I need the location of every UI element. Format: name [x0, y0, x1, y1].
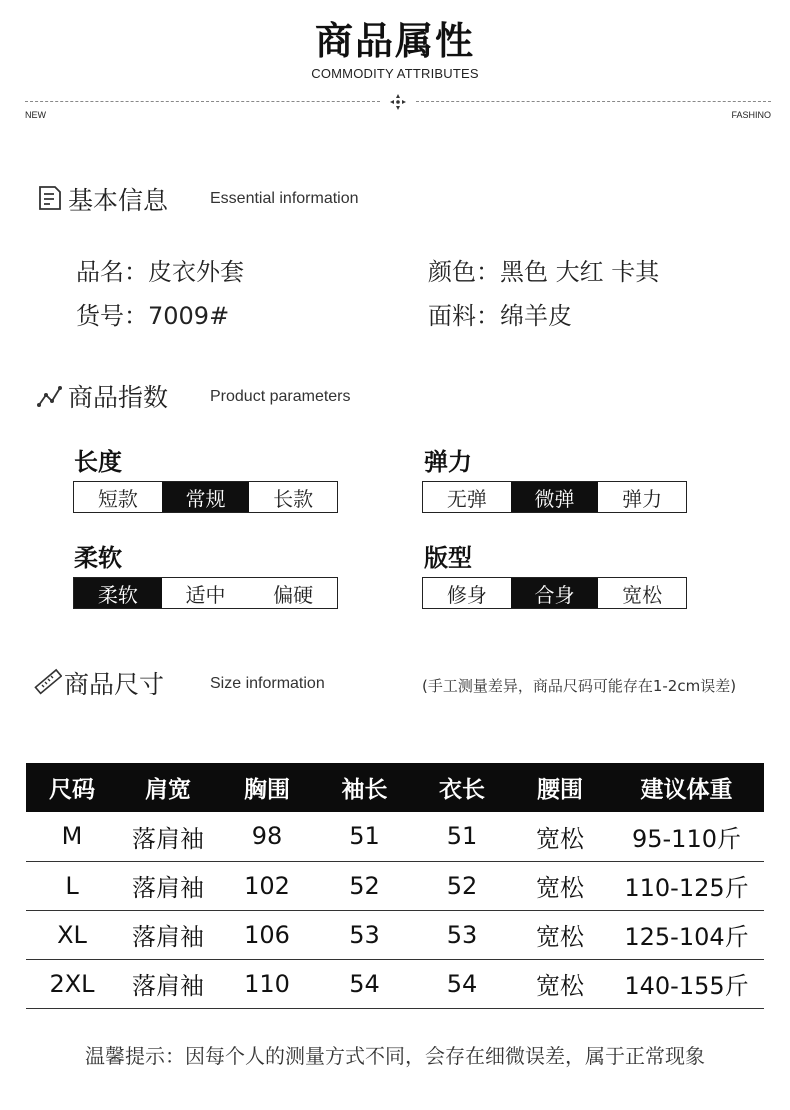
section-subtitle-basic: Essential information [210, 190, 359, 207]
section-title-basic: 基本信息 [68, 186, 169, 215]
header-length: 衣长 [413, 763, 511, 812]
table-row [26, 959, 764, 1008]
divider-left [25, 101, 380, 102]
ornament-icon [388, 92, 408, 112]
option-soft: 柔软 [74, 578, 162, 608]
cell-weight: 110-125斤 [609, 861, 764, 910]
cell-weight: 125-104斤 [609, 910, 764, 959]
scale-fit [422, 577, 687, 609]
cell-waist: 宽松 [511, 959, 609, 1008]
param-label-fit: 版型 [424, 544, 472, 572]
cell-shoulder: 落肩袖 [118, 910, 218, 959]
option-slim: 修身 [446, 582, 487, 607]
option-fitted: 合身 [511, 578, 599, 608]
param-label-softness: 柔软 [74, 544, 122, 572]
cell-chest: 110 [218, 959, 316, 1008]
line-graph-icon [36, 383, 64, 411]
cell-shoulder: 落肩袖 [118, 959, 218, 1008]
cell-size: 2XL [26, 959, 118, 1008]
cell-length: 52 [413, 861, 511, 910]
cell-chest: 106 [218, 910, 316, 959]
cell-chest: 102 [218, 861, 316, 910]
field-fabric: 面料：绵羊皮 [428, 302, 572, 330]
option-slight-stretch: 微弹 [511, 482, 599, 512]
header-chest: 胸围 [218, 763, 316, 812]
option-regular: 常规 [162, 482, 250, 512]
field-item-number: 货号：7009# [76, 302, 230, 330]
footer-note: 温馨提示：因每个人的测量方式不同，会存在细微误差，属于正常现象 [85, 1044, 705, 1068]
cell-sleeve: 51 [316, 812, 413, 861]
page-title: 商品属性 [314, 19, 475, 63]
cell-length: 53 [413, 910, 511, 959]
option-stretch: 弹力 [622, 486, 663, 511]
cell-weight: 140-155斤 [609, 959, 764, 1008]
cell-chest: 98 [218, 812, 316, 861]
field-product-name: 品名：皮衣外套 [76, 258, 244, 286]
scale-elasticity [422, 481, 687, 513]
ruler-icon [34, 668, 62, 696]
param-label-elasticity: 弹力 [424, 448, 472, 476]
measurement-note: (手工测量差异，商品尺码可能存在1-2cm误差) [422, 677, 737, 695]
scale-softness [73, 577, 338, 609]
option-short: 短款 [97, 486, 138, 511]
option-medium: 适中 [185, 582, 226, 607]
option-long: 长款 [273, 486, 314, 511]
tag-fashion: FASHINO [731, 110, 771, 120]
cell-shoulder: 落肩袖 [118, 812, 218, 861]
tag-new: NEW [25, 110, 46, 120]
header-weight: 建议体重 [609, 763, 764, 812]
cell-sleeve: 54 [316, 959, 413, 1008]
cell-weight: 95-110斤 [609, 812, 764, 861]
cell-waist: 宽松 [511, 861, 609, 910]
size-table [26, 763, 764, 1009]
cell-size: XL [26, 910, 118, 959]
section-title-size: 商品尺寸 [64, 670, 165, 699]
header-waist: 腰围 [511, 763, 609, 812]
section-subtitle-size: Size information [210, 675, 325, 692]
option-loose: 宽松 [622, 582, 663, 607]
cell-size: M [26, 812, 118, 861]
cell-sleeve: 53 [316, 910, 413, 959]
section-subtitle-params: Product parameters [210, 388, 351, 405]
cell-waist: 宽松 [511, 910, 609, 959]
scale-length [73, 481, 338, 513]
param-label-length: 长度 [74, 448, 122, 476]
header-sleeve: 袖长 [316, 763, 413, 812]
option-hard: 偏硬 [273, 582, 314, 607]
cell-size: L [26, 861, 118, 910]
divider-right [416, 101, 771, 102]
header-size: 尺码 [26, 763, 118, 812]
cell-length: 51 [413, 812, 511, 861]
table-row [26, 812, 764, 861]
header-shoulder: 肩宽 [118, 763, 218, 812]
table-row [26, 861, 764, 910]
table-header-row [26, 763, 764, 812]
cell-length: 54 [413, 959, 511, 1008]
section-title-params: 商品指数 [68, 383, 169, 412]
cell-sleeve: 52 [316, 861, 413, 910]
cell-shoulder: 落肩袖 [118, 861, 218, 910]
document-icon [36, 184, 64, 212]
option-no-stretch: 无弹 [446, 486, 487, 511]
field-colors: 颜色：黑色 大红 卡其 [428, 258, 660, 286]
table-row [26, 910, 764, 959]
cell-waist: 宽松 [511, 812, 609, 861]
page-subtitle: COMMODITY ATTRIBUTES [311, 66, 479, 81]
